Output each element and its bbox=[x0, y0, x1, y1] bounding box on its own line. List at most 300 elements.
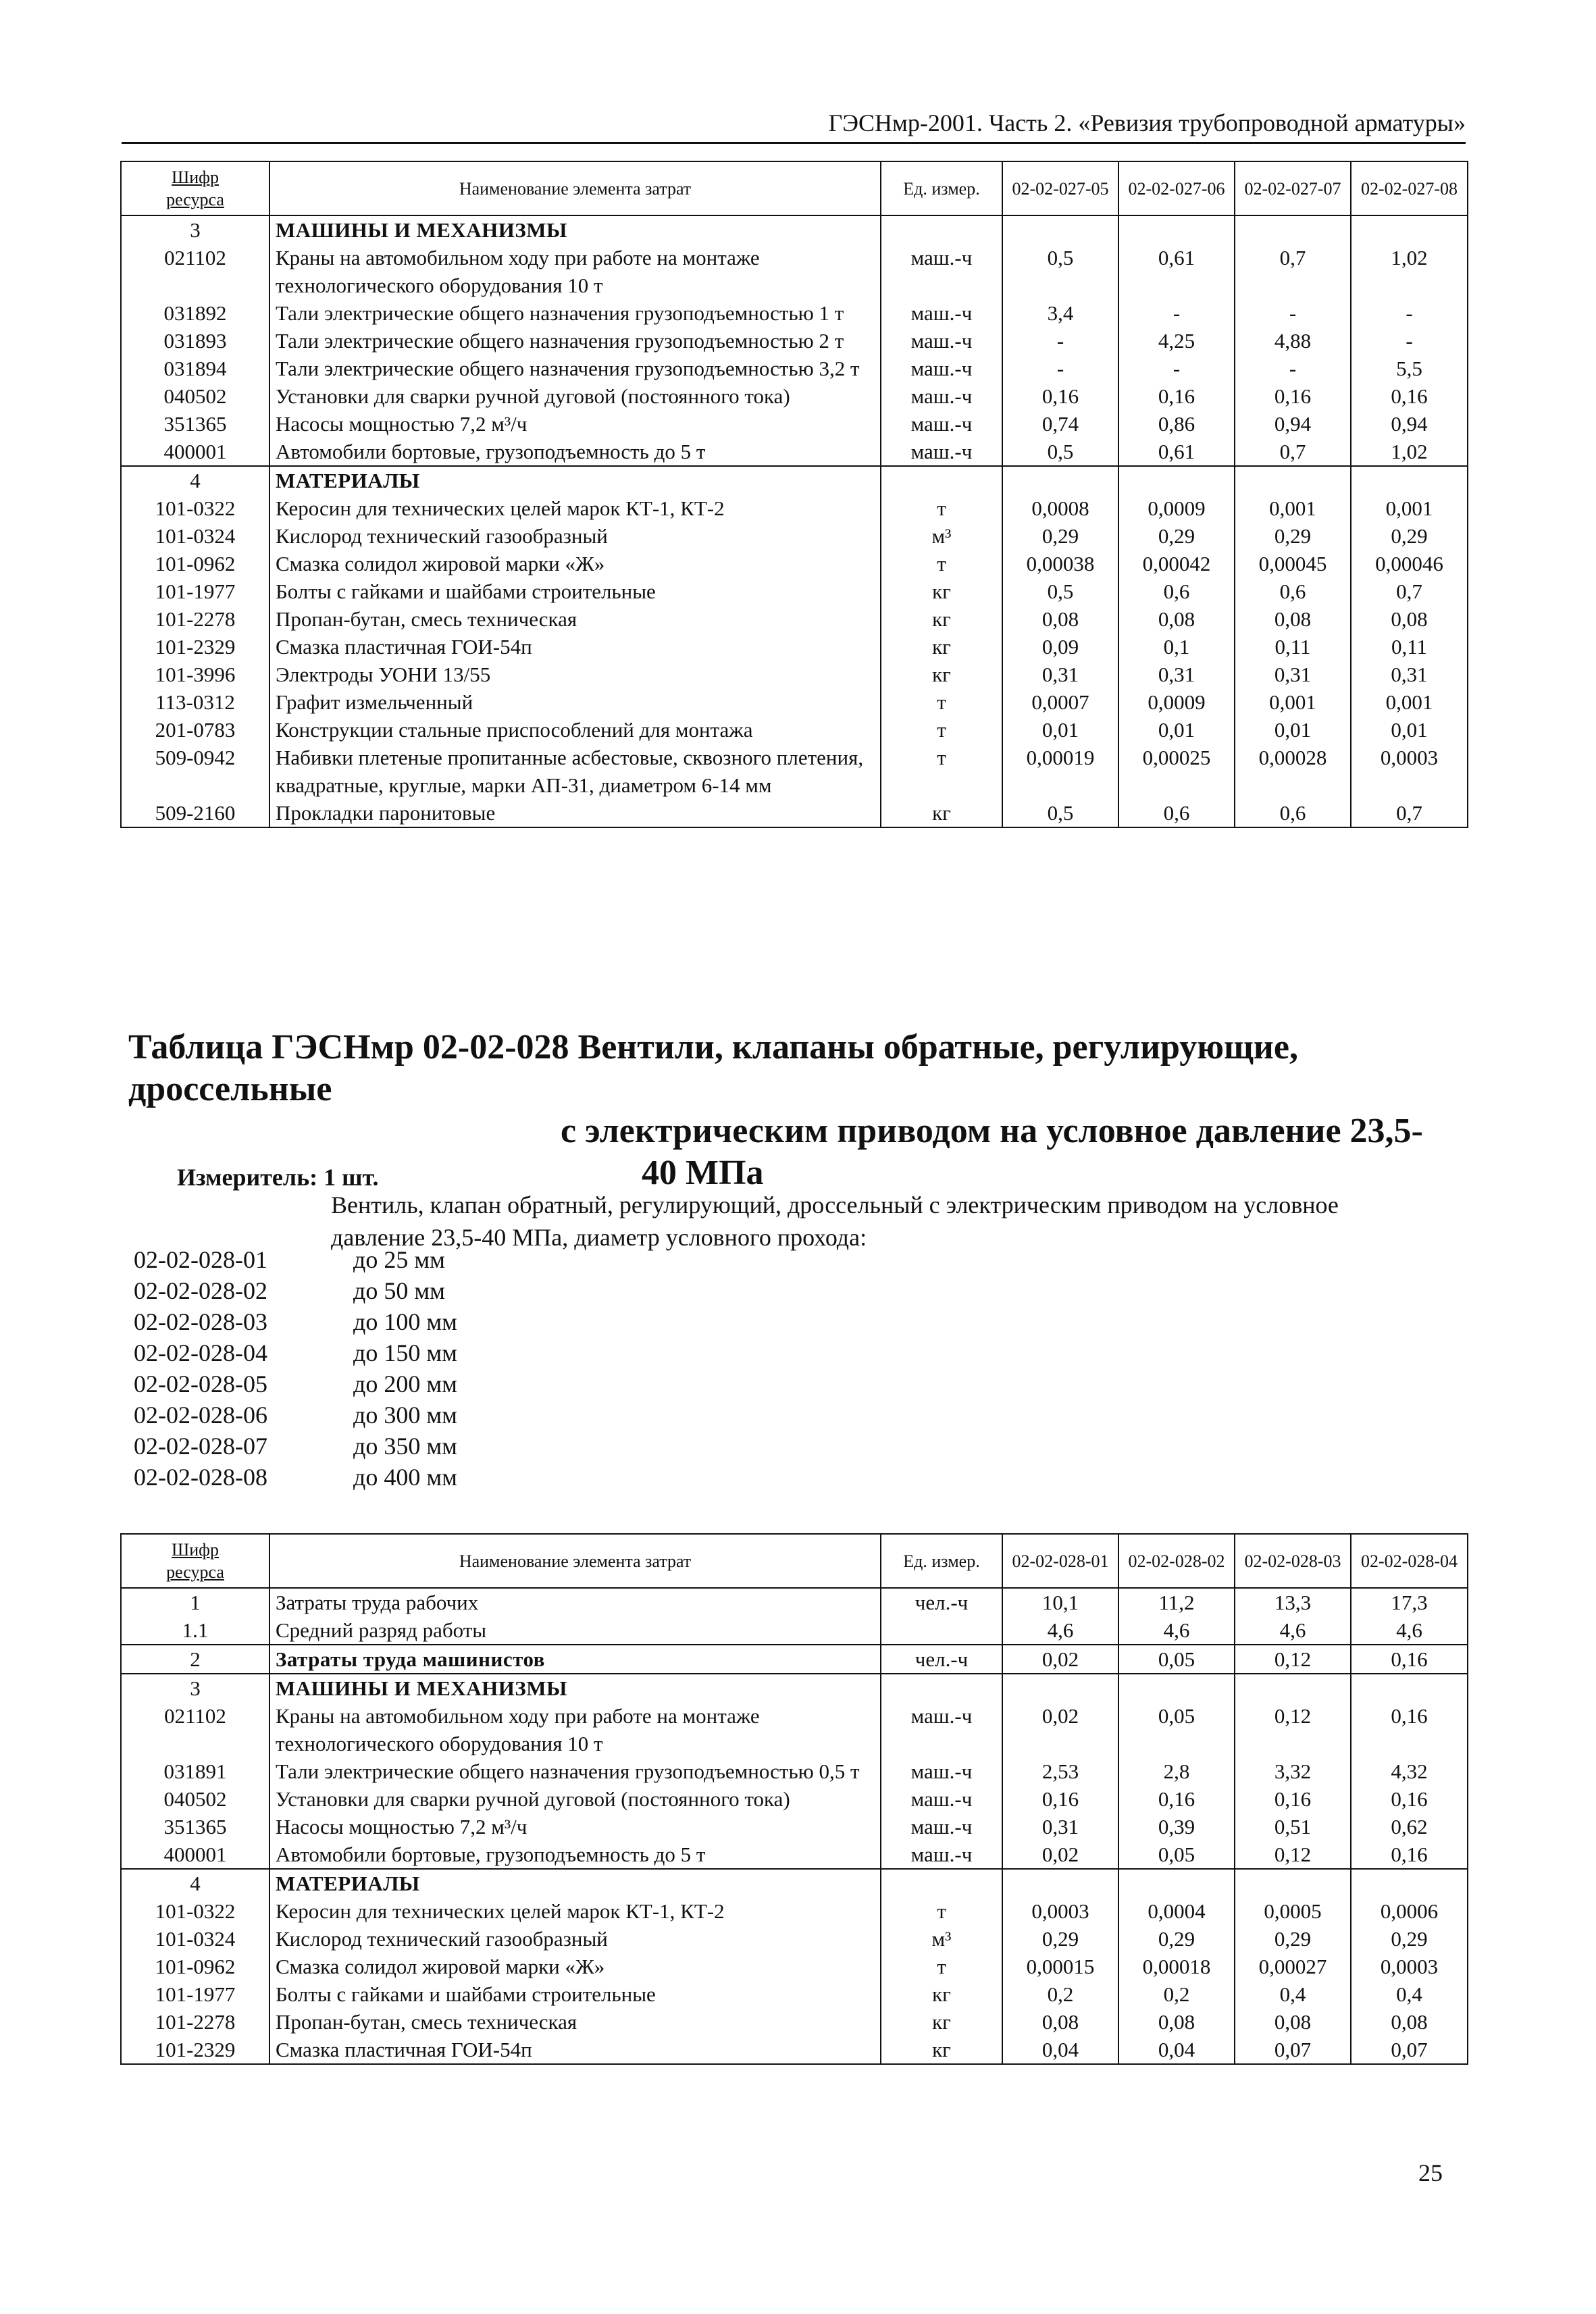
cell-code: 4 bbox=[121, 466, 269, 494]
cell-name: Пропан-бутан, смесь техническая bbox=[269, 605, 881, 633]
variant-item bbox=[134, 1244, 457, 1275]
table-row bbox=[121, 1869, 1468, 1897]
cell-unit: маш.-ч bbox=[881, 1757, 1002, 1785]
cell-code: 101-0962 bbox=[121, 1953, 269, 1980]
cell-value-4: 0,7 bbox=[1351, 577, 1468, 605]
table-row bbox=[121, 1813, 1468, 1841]
cell-code: 101-0324 bbox=[121, 1925, 269, 1953]
cell-code: 1.1 bbox=[121, 1616, 269, 1645]
cell-unit: кг bbox=[881, 577, 1002, 605]
table-row bbox=[121, 633, 1468, 661]
cell-code: 101-1977 bbox=[121, 577, 269, 605]
table-row bbox=[121, 1953, 1468, 1980]
cell-value-4: 4,6 bbox=[1351, 1616, 1468, 1645]
cell-value-4: 0,29 bbox=[1351, 522, 1468, 550]
cell-value-2: 0,05 bbox=[1118, 1841, 1235, 1869]
cell-name: МАШИНЫ И МЕХАНИЗМЫ bbox=[269, 1674, 881, 1702]
cell-value-2: 0,61 bbox=[1118, 244, 1235, 299]
cell-value-1: 0,31 bbox=[1002, 1813, 1118, 1841]
cell-unit: маш.-ч bbox=[881, 1813, 1002, 1841]
cell-value-1: 0,01 bbox=[1002, 716, 1118, 744]
cell-name: Смазка солидол жировой марки «Ж» bbox=[269, 1953, 881, 1980]
table-header-row bbox=[121, 1534, 1468, 1588]
cell-code: 2 bbox=[121, 1645, 269, 1674]
table-row bbox=[121, 1645, 1468, 1674]
cell-unit: кг bbox=[881, 1980, 1002, 2008]
cell-value-3: 0,001 bbox=[1235, 494, 1351, 522]
cell-unit: кг bbox=[881, 799, 1002, 827]
cell-code: 101-1977 bbox=[121, 1980, 269, 2008]
cell-value-3: 0,08 bbox=[1235, 2008, 1351, 2036]
cell-value-3: 4,6 bbox=[1235, 1616, 1351, 1645]
variant-diameter: до 50 мм bbox=[353, 1277, 445, 1304]
cell-code: 101-2278 bbox=[121, 2008, 269, 2036]
cell-value-2: 0,16 bbox=[1118, 382, 1235, 410]
cell-value-3: 0,16 bbox=[1235, 1785, 1351, 1813]
cell-value-4: - bbox=[1351, 299, 1468, 327]
table-row bbox=[121, 799, 1468, 827]
cell-unit: т bbox=[881, 1953, 1002, 1980]
cell-name: МАТЕРИАЛЫ bbox=[269, 1869, 881, 1897]
cell-unit: маш.-ч bbox=[881, 355, 1002, 382]
cell-value-3: 13,3 bbox=[1235, 1588, 1351, 1616]
cell-code: 101-0324 bbox=[121, 522, 269, 550]
cell-value-3 bbox=[1235, 1869, 1351, 1897]
cell-value-1: 10,1 bbox=[1002, 1588, 1118, 1616]
cell-name: МАТЕРИАЛЫ bbox=[269, 466, 881, 494]
cell-value-1: 0,0008 bbox=[1002, 494, 1118, 522]
cell-value-4: 1,02 bbox=[1351, 438, 1468, 466]
cell-unit bbox=[881, 1869, 1002, 1897]
cell-value-3: 0,001 bbox=[1235, 688, 1351, 716]
cell-value-1: 0,5 bbox=[1002, 438, 1118, 466]
cell-name: Краны на автомобильном ходу при работе на монтаже технологического оборудования 10 т bbox=[269, 1702, 881, 1757]
cell-unit: маш.-ч bbox=[881, 410, 1002, 438]
cell-value-4: 0,7 bbox=[1351, 799, 1468, 827]
cell-value-1: 2,53 bbox=[1002, 1757, 1118, 1785]
cell-name: Пропан-бутан, смесь техническая bbox=[269, 2008, 881, 2036]
column-header-c1: 02-02-027-05 bbox=[1002, 161, 1118, 215]
cell-name: Автомобили бортовые, грузоподъемность до 5 т bbox=[269, 1841, 881, 1869]
cell-code: 101-2329 bbox=[121, 633, 269, 661]
running-header: ГЭСНмр-2001. Часть 2. «Ревизия трубопроводной арматуры» bbox=[122, 108, 1466, 144]
cell-value-4: 0,16 bbox=[1351, 382, 1468, 410]
cell-name: Краны на автомобильном ходу при работе на монтаже технологического оборудования 10 т bbox=[269, 244, 881, 299]
variant-item bbox=[134, 1431, 457, 1462]
variant-diameter: до 300 мм bbox=[353, 1402, 457, 1429]
cell-code: 3 bbox=[121, 1674, 269, 1702]
cell-code: 351365 bbox=[121, 410, 269, 438]
cell-name: Тали электрические общего назначения грузоподъемностью 0,5 т bbox=[269, 1757, 881, 1785]
cell-value-4: 4,32 bbox=[1351, 1757, 1468, 1785]
cell-code: 031893 bbox=[121, 327, 269, 355]
cell-unit: маш.-ч bbox=[881, 244, 1002, 299]
cell-value-4: 0,16 bbox=[1351, 1841, 1468, 1869]
cell-value-3: 0,6 bbox=[1235, 799, 1351, 827]
variant-item bbox=[134, 1399, 457, 1431]
cell-value-3: 0,4 bbox=[1235, 1980, 1351, 2008]
cell-unit bbox=[881, 1674, 1002, 1702]
cell-value-3 bbox=[1235, 215, 1351, 244]
cell-value-2: 0,6 bbox=[1118, 799, 1235, 827]
cell-value-1: 0,5 bbox=[1002, 577, 1118, 605]
cell-name: Прокладки паронитовые bbox=[269, 799, 881, 827]
table-row bbox=[121, 299, 1468, 327]
cell-code: 101-2278 bbox=[121, 605, 269, 633]
cell-unit: маш.-ч bbox=[881, 1841, 1002, 1869]
cell-value-3: 0,01 bbox=[1235, 716, 1351, 744]
cell-unit: кг bbox=[881, 2036, 1002, 2064]
table-row bbox=[121, 1757, 1468, 1785]
cell-value-3: 0,6 bbox=[1235, 577, 1351, 605]
cell-value-2: - bbox=[1118, 355, 1235, 382]
cell-name: Автомобили бортовые, грузоподъемность до 5 т bbox=[269, 438, 881, 466]
cell-value-4: 0,11 bbox=[1351, 633, 1468, 661]
table-row bbox=[121, 1588, 1468, 1616]
cell-value-2: 0,86 bbox=[1118, 410, 1235, 438]
cell-value-1: - bbox=[1002, 355, 1118, 382]
cell-value-3: 0,7 bbox=[1235, 244, 1351, 299]
cell-code: 113-0312 bbox=[121, 688, 269, 716]
cell-value-3: 0,08 bbox=[1235, 605, 1351, 633]
cell-value-2: 0,61 bbox=[1118, 438, 1235, 466]
cell-code: 351365 bbox=[121, 1813, 269, 1841]
cell-value-1: 0,31 bbox=[1002, 661, 1118, 688]
cell-value-2: 2,8 bbox=[1118, 1757, 1235, 1785]
cell-name: Смазка пластичная ГОИ-54п bbox=[269, 633, 881, 661]
column-header-c3: 02-02-027-07 bbox=[1235, 161, 1351, 215]
table-row bbox=[121, 355, 1468, 382]
cell-value-4 bbox=[1351, 1674, 1468, 1702]
cell-code: 509-0942 bbox=[121, 744, 269, 799]
cell-code: 1 bbox=[121, 1588, 269, 1616]
variant-code: 02-02-028-02 bbox=[134, 1277, 267, 1304]
cell-name: Керосин для технических целей марок КТ-1, КТ-2 bbox=[269, 494, 881, 522]
table-row bbox=[121, 688, 1468, 716]
cell-value-4 bbox=[1351, 1869, 1468, 1897]
cell-value-3: 0,51 bbox=[1235, 1813, 1351, 1841]
cell-value-1: 0,04 bbox=[1002, 2036, 1118, 2064]
cell-value-4: - bbox=[1351, 327, 1468, 355]
table-row bbox=[121, 382, 1468, 410]
variant-item bbox=[134, 1306, 457, 1337]
cell-unit: т bbox=[881, 716, 1002, 744]
cell-value-2: 0,05 bbox=[1118, 1702, 1235, 1757]
cell-value-1 bbox=[1002, 1869, 1118, 1897]
cell-value-1: 0,00038 bbox=[1002, 550, 1118, 577]
table-row bbox=[121, 244, 1468, 299]
cell-value-1: 4,6 bbox=[1002, 1616, 1118, 1645]
cell-value-3 bbox=[1235, 466, 1351, 494]
work-description: Вентиль, клапан обратный, регулирующий, дроссельный с электрическим приводом на условное давление 23,5-40 МПа, диаметр условного прохода: bbox=[331, 1191, 1339, 1251]
cell-unit: м³ bbox=[881, 522, 1002, 550]
table-02-02-027-continuation bbox=[120, 161, 1468, 828]
cell-code: 101-0962 bbox=[121, 550, 269, 577]
cell-unit: маш.-ч bbox=[881, 299, 1002, 327]
variant-diameter: до 150 мм bbox=[353, 1339, 457, 1366]
cell-value-2: 0,08 bbox=[1118, 2008, 1235, 2036]
table-row bbox=[121, 661, 1468, 688]
variant-item bbox=[134, 1462, 457, 1493]
cell-value-1: - bbox=[1002, 327, 1118, 355]
cell-code: 3 bbox=[121, 215, 269, 244]
cell-value-1: 0,29 bbox=[1002, 522, 1118, 550]
cell-name: Затраты труда машинистов bbox=[269, 1645, 881, 1674]
cell-value-1 bbox=[1002, 466, 1118, 494]
cell-name: Электроды УОНИ 13/55 bbox=[269, 661, 881, 688]
cell-value-1: 0,74 bbox=[1002, 410, 1118, 438]
cell-value-2: 0,00018 bbox=[1118, 1953, 1235, 1980]
cell-name: Тали электрические общего назначения грузоподъемностью 2 т bbox=[269, 327, 881, 355]
table-02-02-028 bbox=[120, 1533, 1468, 2065]
cell-value-4: 0,94 bbox=[1351, 410, 1468, 438]
table-row bbox=[121, 438, 1468, 466]
cell-name: Графит измельченный bbox=[269, 688, 881, 716]
cell-value-4: 0,16 bbox=[1351, 1785, 1468, 1813]
cell-code: 031894 bbox=[121, 355, 269, 382]
cell-value-4: 0,07 bbox=[1351, 2036, 1468, 2064]
table-row bbox=[121, 1980, 1468, 2008]
variant-code: 02-02-028-08 bbox=[134, 1464, 267, 1491]
variant-code: 02-02-028-06 bbox=[134, 1402, 267, 1429]
cell-value-1: 0,5 bbox=[1002, 244, 1118, 299]
cell-code: 201-0783 bbox=[121, 716, 269, 744]
cell-value-2: 0,0004 bbox=[1118, 1897, 1235, 1925]
cell-unit: т bbox=[881, 494, 1002, 522]
cell-value-4: 5,5 bbox=[1351, 355, 1468, 382]
cell-unit: маш.-ч bbox=[881, 1785, 1002, 1813]
cell-code: 031891 bbox=[121, 1757, 269, 1785]
cell-value-2: 0,31 bbox=[1118, 661, 1235, 688]
cell-value-4 bbox=[1351, 215, 1468, 244]
cell-name: Средний разряд работы bbox=[269, 1616, 881, 1645]
cell-value-4: 0,4 bbox=[1351, 1980, 1468, 2008]
cell-code: 400001 bbox=[121, 438, 269, 466]
cell-value-1: 0,29 bbox=[1002, 1925, 1118, 1953]
cell-value-1: 0,0007 bbox=[1002, 688, 1118, 716]
cell-value-2 bbox=[1118, 1674, 1235, 1702]
cell-value-1: 0,02 bbox=[1002, 1841, 1118, 1869]
table-row bbox=[121, 550, 1468, 577]
cell-name: Смазка солидол жировой марки «Ж» bbox=[269, 550, 881, 577]
table-row bbox=[121, 327, 1468, 355]
cell-value-4: 0,001 bbox=[1351, 494, 1468, 522]
cell-value-1: 0,2 bbox=[1002, 1980, 1118, 2008]
cell-unit: кг bbox=[881, 661, 1002, 688]
cell-value-4: 0,001 bbox=[1351, 688, 1468, 716]
cell-code: 400001 bbox=[121, 1841, 269, 1869]
cell-name: Тали электрические общего назначения грузоподъемностью 3,2 т bbox=[269, 355, 881, 382]
cell-unit: т bbox=[881, 688, 1002, 716]
cell-code: 101-0322 bbox=[121, 1897, 269, 1925]
page-number: 25 bbox=[1418, 2159, 1443, 2186]
cell-value-3: 0,00045 bbox=[1235, 550, 1351, 577]
cell-value-1 bbox=[1002, 1674, 1118, 1702]
cell-value-4: 0,29 bbox=[1351, 1925, 1468, 1953]
cell-value-3: 0,29 bbox=[1235, 522, 1351, 550]
cell-value-1: 0,16 bbox=[1002, 1785, 1118, 1813]
cell-value-3: 0,12 bbox=[1235, 1702, 1351, 1757]
table-row bbox=[121, 1674, 1468, 1702]
cell-unit bbox=[881, 1616, 1002, 1645]
cell-value-2: 0,08 bbox=[1118, 605, 1235, 633]
variant-code: 02-02-028-05 bbox=[134, 1370, 267, 1397]
cell-unit: чел.-ч bbox=[881, 1645, 1002, 1674]
table-row bbox=[121, 466, 1468, 494]
variant-item bbox=[134, 1337, 457, 1368]
cell-value-3: 0,00027 bbox=[1235, 1953, 1351, 1980]
table-row bbox=[121, 1702, 1468, 1757]
cell-name: Набивки плетеные пропитанные асбестовые, сквозного плетения, квадратные, круглые, марки АП-31, диаметром 6-14 мм bbox=[269, 744, 881, 799]
cell-value-2 bbox=[1118, 215, 1235, 244]
cell-value-1: 0,08 bbox=[1002, 605, 1118, 633]
column-header-c4: 02-02-027-08 bbox=[1351, 161, 1468, 215]
cell-value-3 bbox=[1235, 1674, 1351, 1702]
cell-name: Кислород технический газообразный bbox=[269, 522, 881, 550]
cell-value-4: 0,62 bbox=[1351, 1813, 1468, 1841]
column-header-name: Наименование элемента затрат bbox=[269, 161, 881, 215]
table-row bbox=[121, 410, 1468, 438]
cell-value-2: 0,04 bbox=[1118, 2036, 1235, 2064]
table-row bbox=[121, 2036, 1468, 2064]
cell-value-4: 17,3 bbox=[1351, 1588, 1468, 1616]
cell-value-4: 0,16 bbox=[1351, 1702, 1468, 1757]
table-title: Таблица ГЭСНмр 02-02-028 Вентили, клапаны обратные, регулирующие, дроссельные с электрическим приводом на условное давление 23,5- 40 МПа bbox=[128, 1028, 1423, 1192]
cell-value-3: 0,0005 bbox=[1235, 1897, 1351, 1925]
cell-unit: т bbox=[881, 550, 1002, 577]
table-header-row bbox=[121, 161, 1468, 215]
table-row bbox=[121, 1841, 1468, 1869]
cell-value-2 bbox=[1118, 466, 1235, 494]
cell-value-3: 0,7 bbox=[1235, 438, 1351, 466]
column-header-name: Наименование элемента затрат bbox=[269, 1534, 881, 1588]
cell-name: Кислород технический газообразный bbox=[269, 1925, 881, 1953]
cell-code: 101-2329 bbox=[121, 2036, 269, 2064]
cell-value-2: 0,29 bbox=[1118, 522, 1235, 550]
cell-value-2 bbox=[1118, 1869, 1235, 1897]
cell-value-2: 0,39 bbox=[1118, 1813, 1235, 1841]
variant-item bbox=[134, 1275, 457, 1306]
cell-value-3: 0,12 bbox=[1235, 1645, 1351, 1674]
cell-value-4 bbox=[1351, 466, 1468, 494]
cell-value-3: 0,94 bbox=[1235, 410, 1351, 438]
cell-value-2: 0,05 bbox=[1118, 1645, 1235, 1674]
table-row bbox=[121, 522, 1468, 550]
table-row bbox=[121, 577, 1468, 605]
cell-value-3: 4,88 bbox=[1235, 327, 1351, 355]
cell-value-2: 0,29 bbox=[1118, 1925, 1235, 1953]
cell-value-3: 0,31 bbox=[1235, 661, 1351, 688]
cell-name: Насосы мощностью 7,2 м³/ч bbox=[269, 410, 881, 438]
cell-value-3: 0,07 bbox=[1235, 2036, 1351, 2064]
table-row bbox=[121, 1897, 1468, 1925]
variant-code: 02-02-028-04 bbox=[134, 1339, 267, 1366]
variant-code: 02-02-028-01 bbox=[134, 1246, 267, 1273]
variant-diameter: до 200 мм bbox=[353, 1370, 457, 1397]
cell-value-1: 0,0003 bbox=[1002, 1897, 1118, 1925]
table-row bbox=[121, 1785, 1468, 1813]
cell-code: 509-2160 bbox=[121, 799, 269, 827]
cell-value-4: 0,16 bbox=[1351, 1645, 1468, 1674]
column-header-c2: 02-02-027-06 bbox=[1118, 161, 1235, 215]
cell-value-3: - bbox=[1235, 299, 1351, 327]
cell-code: 021102 bbox=[121, 1702, 269, 1757]
measure-unit: Измеритель: 1 шт. bbox=[177, 1164, 379, 1191]
cell-value-2: 0,00042 bbox=[1118, 550, 1235, 577]
cell-unit: т bbox=[881, 1897, 1002, 1925]
cell-value-2: - bbox=[1118, 299, 1235, 327]
cell-name: Болты с гайками и шайбами строительные bbox=[269, 1980, 881, 2008]
cell-value-2: 11,2 bbox=[1118, 1588, 1235, 1616]
variant-diameter: до 350 мм bbox=[353, 1433, 457, 1460]
cell-value-1: 0,02 bbox=[1002, 1702, 1118, 1757]
cell-value-4: 1,02 bbox=[1351, 244, 1468, 299]
cell-value-2: 0,6 bbox=[1118, 577, 1235, 605]
column-header-code: Шифр ресурса bbox=[121, 161, 269, 215]
column-header-unit: Ед. измер. bbox=[881, 161, 1002, 215]
cell-value-4: 0,0006 bbox=[1351, 1897, 1468, 1925]
table-row bbox=[121, 494, 1468, 522]
cell-value-2: 4,25 bbox=[1118, 327, 1235, 355]
cell-unit: маш.-ч bbox=[881, 438, 1002, 466]
variant-code: 02-02-028-03 bbox=[134, 1308, 267, 1335]
cell-unit: маш.-ч bbox=[881, 1702, 1002, 1757]
table-row bbox=[121, 716, 1468, 744]
variant-diameter: до 100 мм bbox=[353, 1308, 457, 1335]
cell-value-3: 3,32 bbox=[1235, 1757, 1351, 1785]
cell-value-1: 0,16 bbox=[1002, 382, 1118, 410]
cell-unit: маш.-ч bbox=[881, 327, 1002, 355]
table-row bbox=[121, 1925, 1468, 1953]
cell-name: Керосин для технических целей марок КТ-1, КТ-2 bbox=[269, 1897, 881, 1925]
cell-code: 031892 bbox=[121, 299, 269, 327]
cell-value-2: 0,00025 bbox=[1118, 744, 1235, 799]
cell-code: 021102 bbox=[121, 244, 269, 299]
column-header-c1: 02-02-028-01 bbox=[1002, 1534, 1118, 1588]
cell-name: Болты с гайками и шайбами строительные bbox=[269, 577, 881, 605]
table-row bbox=[121, 605, 1468, 633]
cell-value-4: 0,0003 bbox=[1351, 1953, 1468, 1980]
variant-diameter: до 400 мм bbox=[353, 1464, 457, 1491]
cell-name: МАШИНЫ И МЕХАНИЗМЫ bbox=[269, 215, 881, 244]
column-header-unit: Ед. измер. bbox=[881, 1534, 1002, 1588]
column-header-c3: 02-02-028-03 bbox=[1235, 1534, 1351, 1588]
cell-unit: кг bbox=[881, 2008, 1002, 2036]
cell-value-1: 0,00019 bbox=[1002, 744, 1118, 799]
cell-unit: маш.-ч bbox=[881, 382, 1002, 410]
cell-code: 101-3996 bbox=[121, 661, 269, 688]
cell-value-2: 0,16 bbox=[1118, 1785, 1235, 1813]
cell-value-1: 0,02 bbox=[1002, 1645, 1118, 1674]
cell-value-4: 0,08 bbox=[1351, 2008, 1468, 2036]
cell-value-1: 0,00015 bbox=[1002, 1953, 1118, 1980]
cell-value-1: 3,4 bbox=[1002, 299, 1118, 327]
cell-value-3: 0,00028 bbox=[1235, 744, 1351, 799]
cell-value-3: 0,29 bbox=[1235, 1925, 1351, 1953]
cell-value-4: 0,0003 bbox=[1351, 744, 1468, 799]
variant-list bbox=[134, 1244, 457, 1493]
cell-name: Конструкции стальные приспособлений для монтажа bbox=[269, 716, 881, 744]
cell-value-2: 4,6 bbox=[1118, 1616, 1235, 1645]
table-row bbox=[121, 744, 1468, 799]
cell-value-4: 0,00046 bbox=[1351, 550, 1468, 577]
cell-code: 4 bbox=[121, 1869, 269, 1897]
column-header-code: Шифр ресурса bbox=[121, 1534, 269, 1588]
cell-value-3: 0,12 bbox=[1235, 1841, 1351, 1869]
cell-value-1: 0,09 bbox=[1002, 633, 1118, 661]
cell-unit: кг bbox=[881, 633, 1002, 661]
cell-value-3: - bbox=[1235, 355, 1351, 382]
